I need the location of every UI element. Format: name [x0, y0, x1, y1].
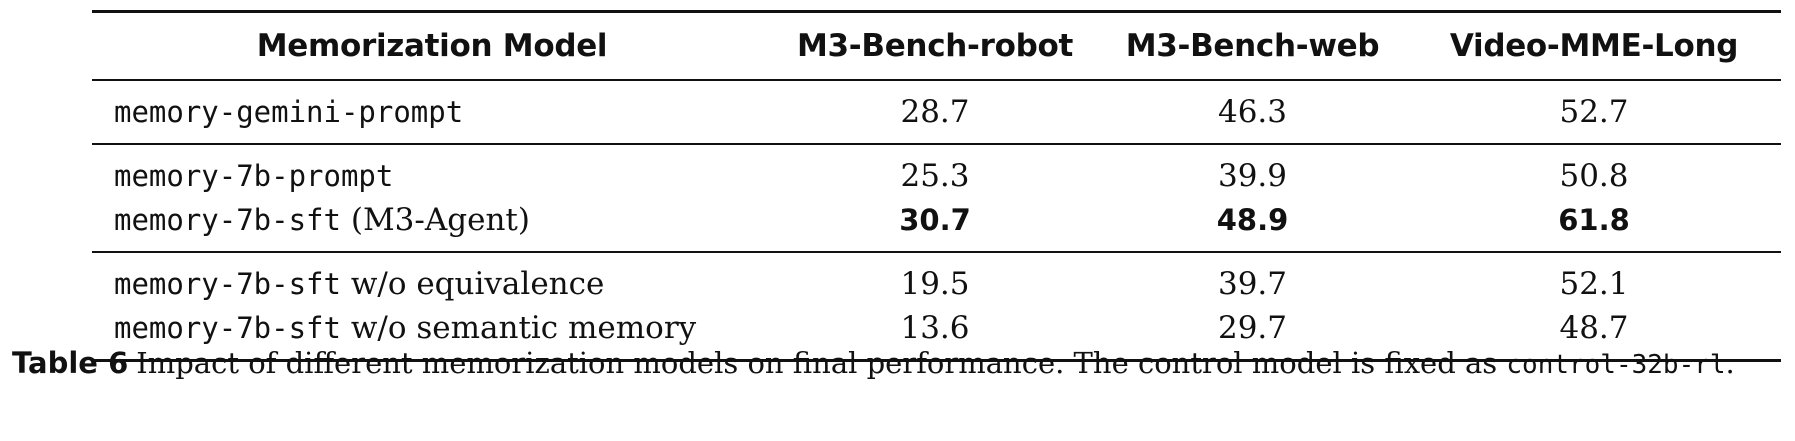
table-group-gemini: [92, 80, 1781, 144]
table-row: [92, 80, 1781, 144]
model-code: memory-gemini-prompt: [114, 95, 464, 129]
table-row: [92, 144, 1781, 198]
value-robot: 25.3: [900, 158, 970, 194]
value-robot: 13.6: [900, 310, 970, 346]
value-video: 50.8: [1559, 158, 1629, 194]
value-web: 39.7: [1217, 266, 1288, 302]
value-robot: 19.5: [900, 266, 970, 302]
model-code: memory-7b-sft: [114, 203, 341, 237]
header-m3-bench-web: M3-Bench-web: [1125, 28, 1380, 64]
best-value: 48.9: [1216, 203, 1289, 237]
value-video: 48.7: [1559, 310, 1629, 346]
caption-label: Table 6: [12, 346, 129, 380]
value-web: 46.3: [1217, 94, 1288, 130]
table-group-ablation: [92, 252, 1781, 361]
model-cell: [92, 252, 772, 306]
header-m3-bench-robot: M3-Bench-robot: [796, 28, 1073, 64]
value-web: 39.9: [1217, 158, 1288, 194]
model-suffix: w/o semantic memory: [350, 310, 697, 346]
table-caption: [12, 346, 1735, 380]
best-value: 61.8: [1558, 203, 1630, 237]
model-suffix: w/o equivalence: [350, 266, 605, 302]
model-cell: [92, 198, 772, 252]
model-cell: [92, 80, 772, 144]
caption-code: control-32b-rl: [1506, 350, 1726, 380]
value-web-best: [1098, 198, 1407, 252]
model-code: memory-7b-sft: [114, 267, 341, 301]
value-video-best: [1407, 198, 1781, 252]
value-video: 52.7: [1559, 94, 1629, 130]
results-table-container: [92, 10, 1781, 362]
value-robot-best: [772, 198, 1098, 252]
model-code: memory-7b-prompt: [114, 159, 394, 193]
value-web: 29.7: [1217, 310, 1288, 346]
table-row: [92, 252, 1781, 306]
caption-end: .: [1725, 346, 1735, 380]
best-value: 30.7: [899, 203, 971, 237]
caption-text: Impact of different memorization models on final performance. The control model is fixed as: [136, 346, 1498, 380]
table-group-7b: [92, 144, 1781, 252]
header-row: [92, 12, 1781, 81]
model-code: memory-7b-sft: [114, 311, 341, 345]
results-table: [92, 10, 1781, 362]
header-memorization-model: Memorization Model: [256, 28, 608, 64]
value-video: 52.1: [1559, 266, 1629, 302]
table-row: [92, 198, 1781, 252]
model-cell: [92, 144, 772, 198]
value-robot: 28.7: [900, 94, 970, 130]
model-suffix: (M3-Agent): [350, 202, 530, 238]
header-video-mme-long: Video-MME-Long: [1449, 28, 1739, 64]
